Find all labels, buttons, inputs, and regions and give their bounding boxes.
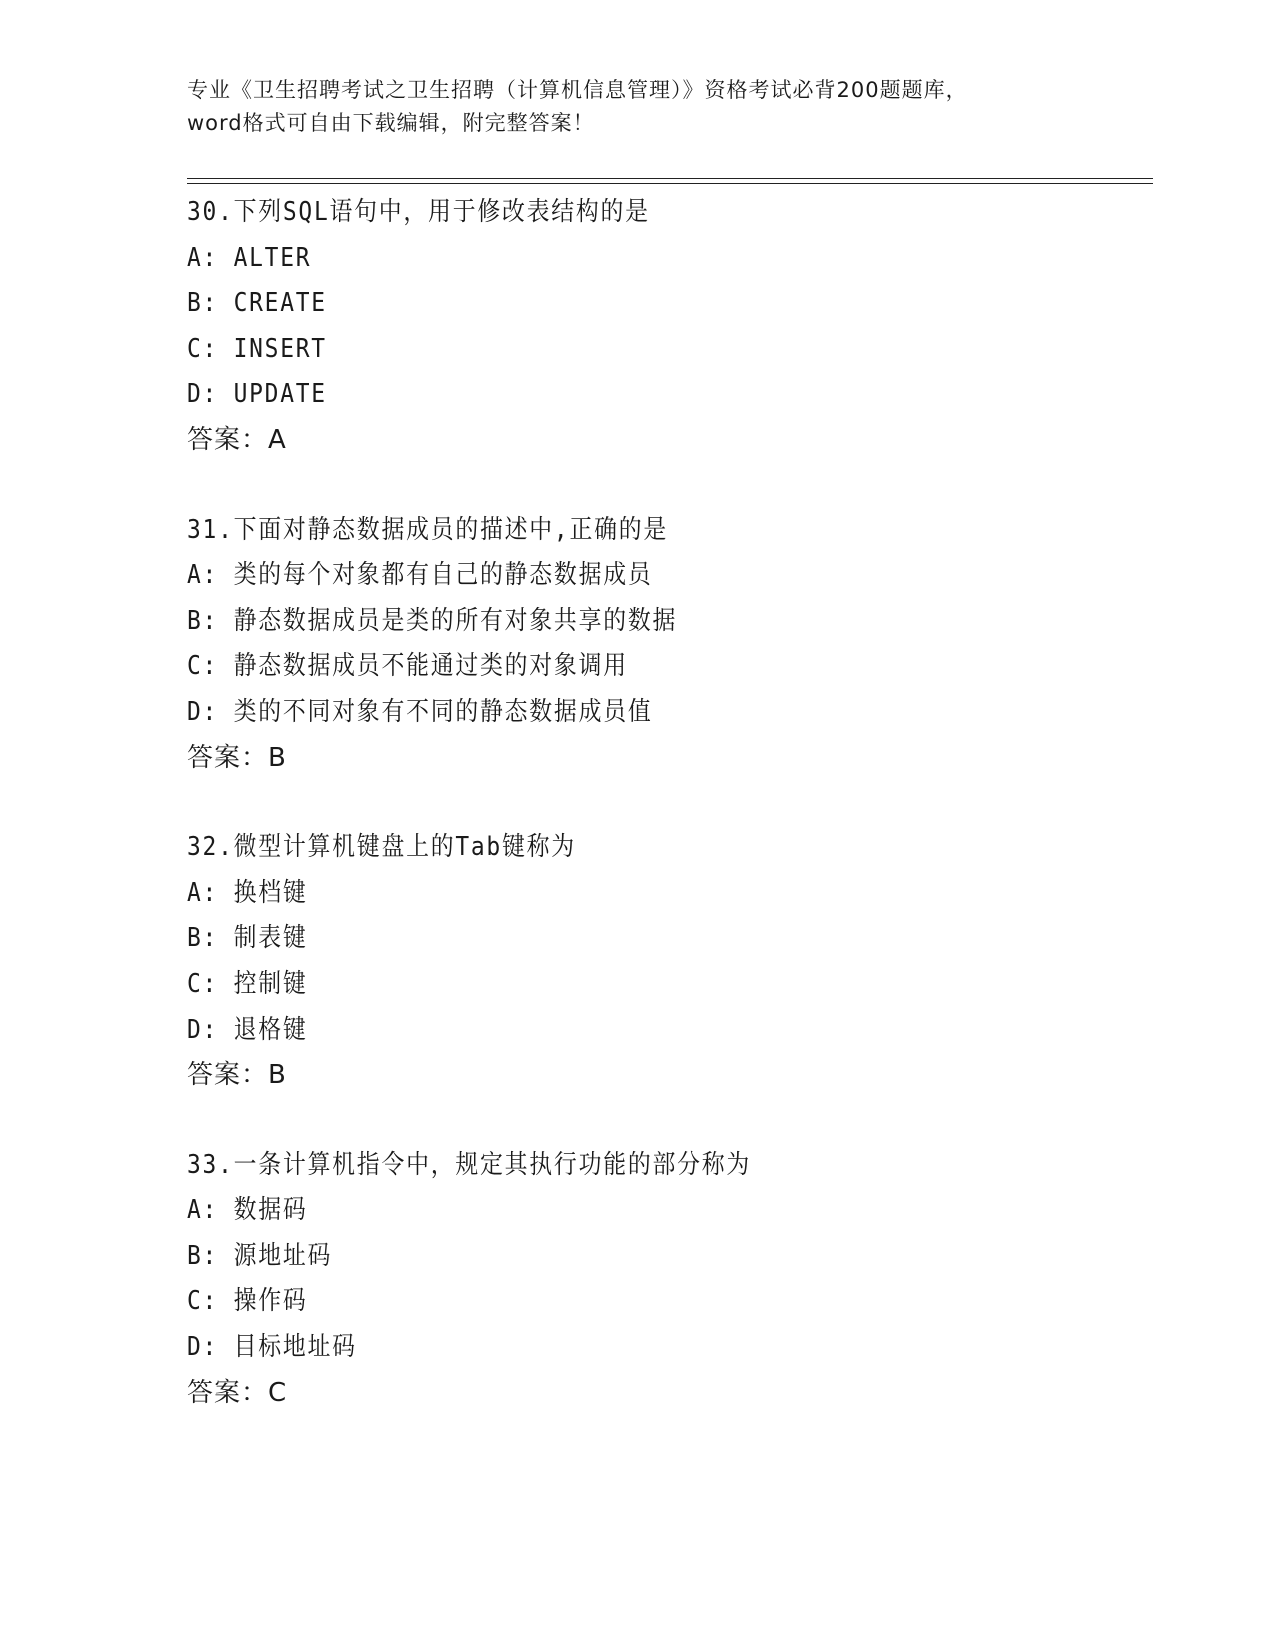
option-b: B: 静态数据成员是类的所有对象共享的数据 [187,605,678,636]
option-b: B: 制表键 [187,923,308,954]
question-32 [187,825,1147,1099]
header-line-2: word格式可自由下载编辑，附完整答案！ [187,111,595,135]
document-header [187,74,1087,140]
question-stem: 31.下面对静态数据成员的描述中,正确的是 [187,514,669,545]
option-a: A: ALTER [187,242,312,273]
header-divider-bottom [187,183,1153,184]
header-line-1: 专业《卫生招聘考试之卫生招聘（计算机信息管理）》资格考试必背200题题库， [187,78,968,102]
question-33 [187,1143,1147,1417]
answer: 答案：B [187,1060,287,1091]
option-d: D: UPDATE [187,379,327,410]
option-a: A: 数据码 [187,1195,308,1226]
option-d: D: 目标地址码 [187,1332,357,1363]
question-stem: 30.下列SQL语句中，用于修改表结构的是 [187,197,650,227]
option-b: B: 源地址码 [187,1240,333,1271]
question-stem: 32.微型计算机键盘上的Tab键称为 [187,832,576,863]
question-stem: 33.一条计算机指令中，规定其执行功能的部分称为 [187,1149,752,1180]
option-d: D: 类的不同对象有不同的静态数据成员值 [187,696,653,727]
answer: 答案：A [187,424,287,455]
option-c: C: 静态数据成员不能通过类的对象调用 [187,651,628,682]
header-divider-top [187,178,1153,179]
option-d: D: 退格键 [187,1014,308,1045]
option-c: C: INSERT [187,333,327,364]
question-list [187,190,1147,1460]
option-a: A: 换档键 [187,877,308,908]
option-a: A: 类的每个对象都有自己的静态数据成员 [187,560,653,591]
option-c: C: 控制键 [187,968,308,999]
option-b: B: CREATE [187,288,327,319]
question-31 [187,508,1147,782]
question-30 [187,190,1147,464]
answer: 答案：C [187,1377,288,1408]
option-c: C: 操作码 [187,1286,308,1317]
answer: 答案：B [187,742,287,773]
